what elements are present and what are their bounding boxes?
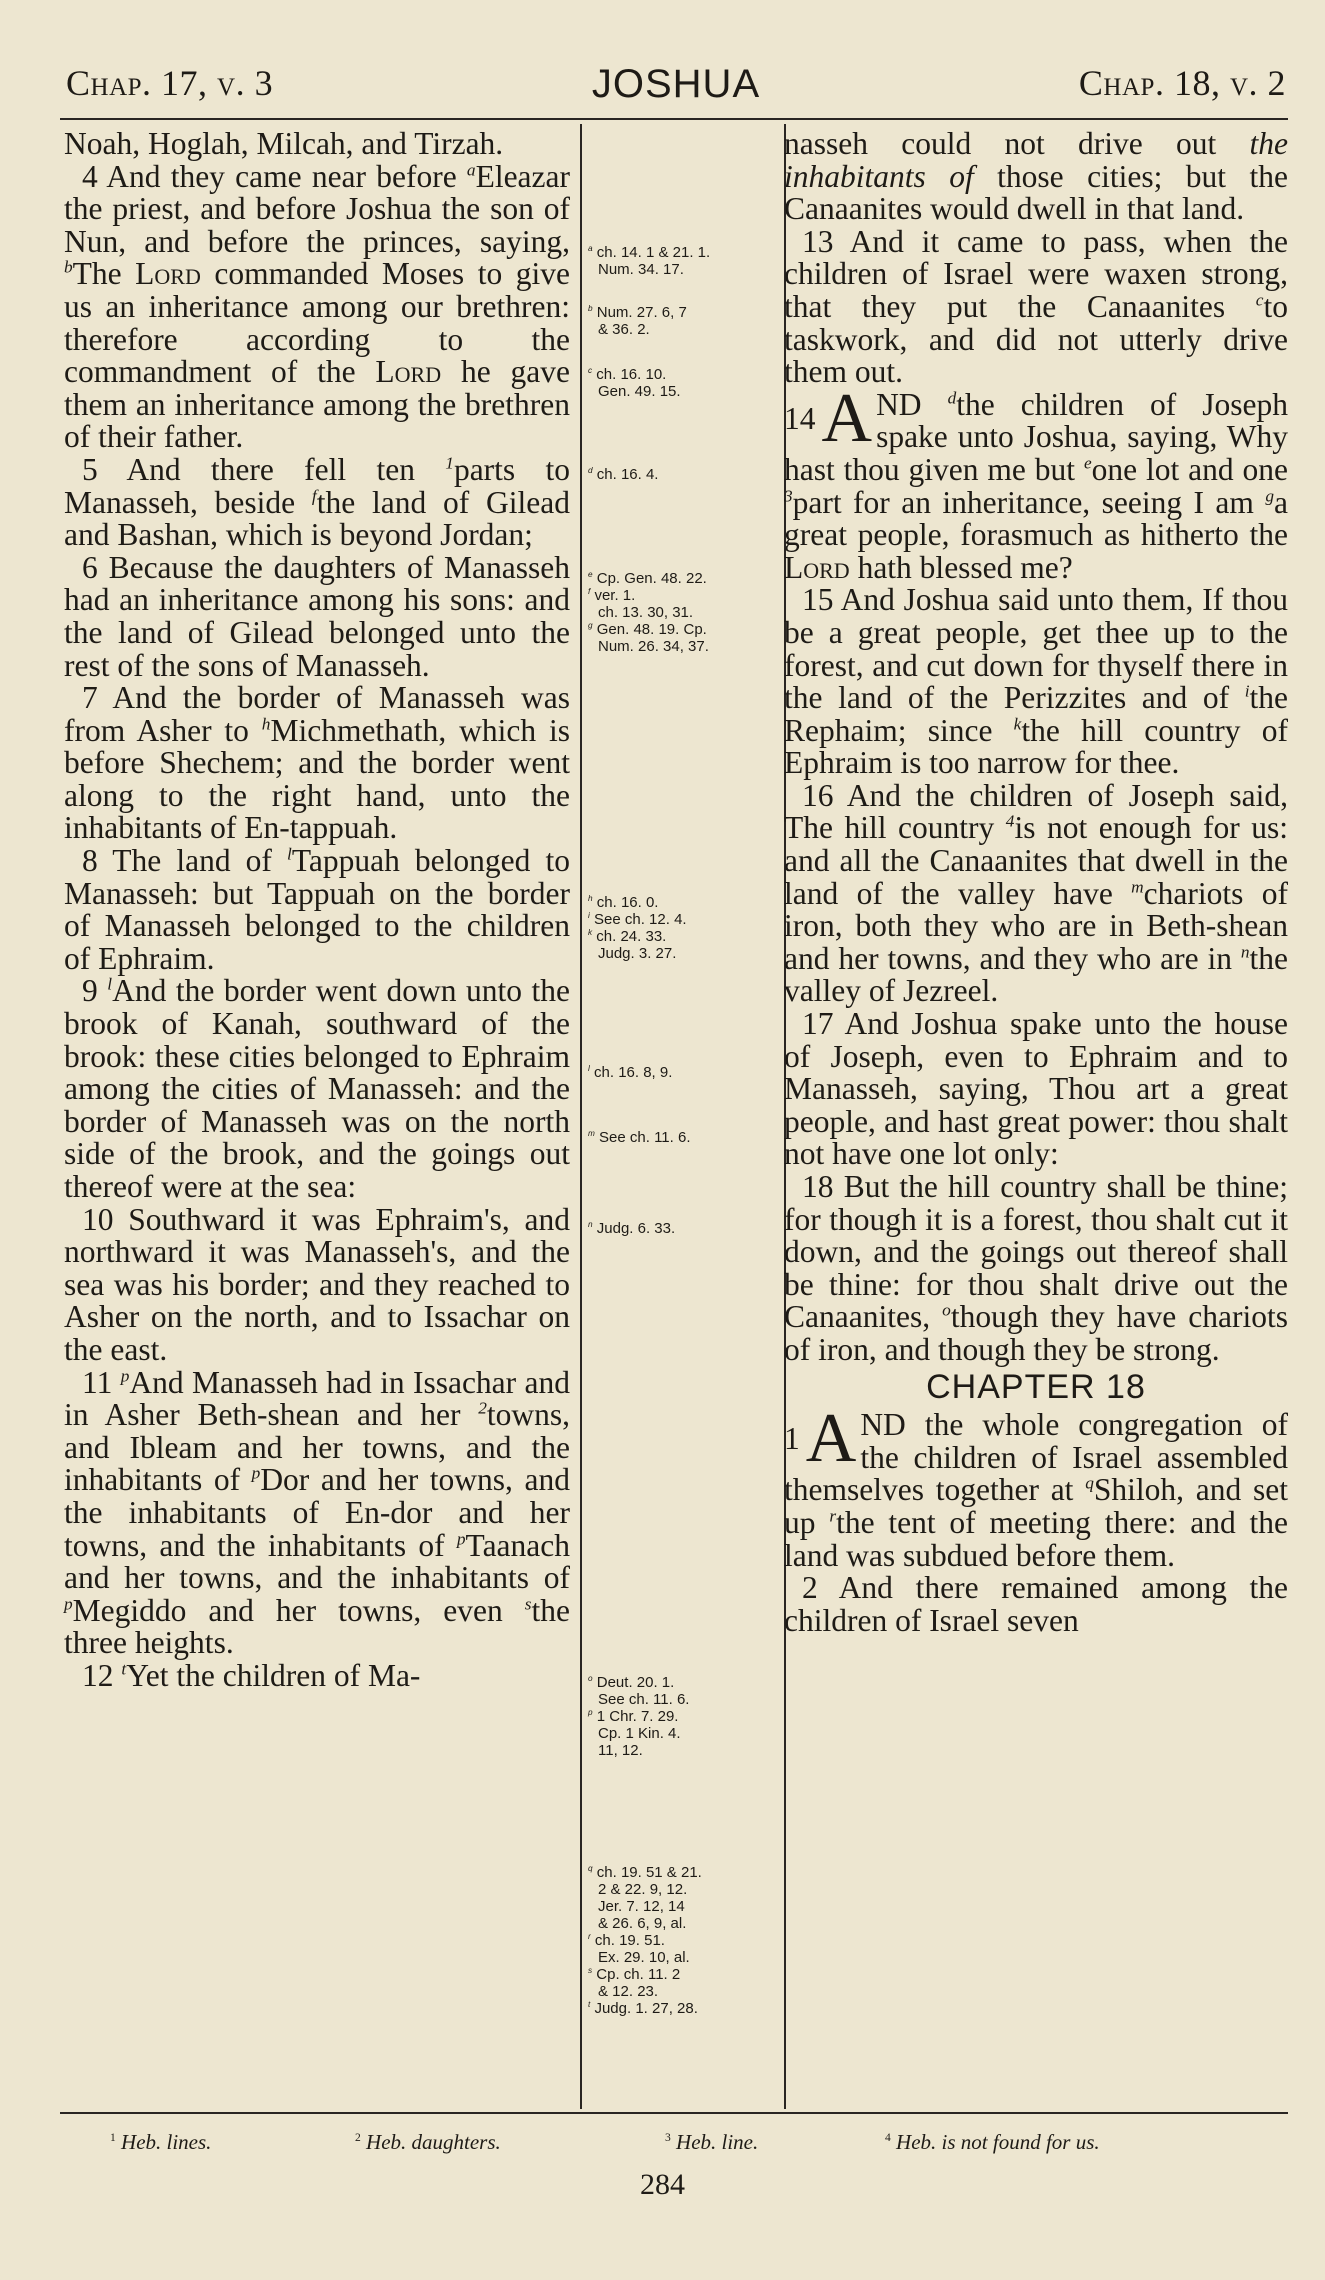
chapter-heading: CHAPTER 18	[926, 1367, 1146, 1406]
page-header	[66, 62, 1286, 114]
cross-reference: $^m$ See ch. 11. 6.	[588, 1129, 691, 1146]
running-head-right: Chap. 18, v. 2	[1078, 63, 1286, 103]
left-verse-paragraph: 8 The land of $^l$Tappuah belonged to Manasseh: but Tappuah on the border of Manasseh belonged to the children of Ephraim.	[64, 843, 570, 976]
cross-reference: $^o$ Deut. 20. 1. See ch. 11. 6. $^p$ 1 Chr. 7. 29. Cp. 1 Kin. 4. 11, 12.	[588, 1674, 690, 1759]
drop-cap: A	[821, 379, 873, 457]
right-verse-paragraph: 2 And there remained among the children of Israel seven	[784, 1570, 1288, 1638]
right-verse-paragraph: 18 But the hill country shall be thine; for though it is a forest, thou shalt cut it down, and the goings out thereof shall be thine: for thou shalt drive out the Canaanites, $^o$though they have chariots of iron, and though they be strong.	[784, 1169, 1288, 1367]
left-verse-paragraph: 12 $^t$Yet the children of Ma-	[82, 1657, 421, 1693]
right-text-column	[784, 128, 1288, 1637]
right-verse-paragraph: 13 And it came to pass, when the children of Israel were waxen strong, that they put the Canaanites $^c$to taskwork, and did not utterly drive them out.	[784, 223, 1288, 390]
cross-reference: $^c$ ch. 16. 10. Gen. 49. 15.	[588, 366, 681, 400]
running-head-left: Chap. 17, v. 3	[66, 63, 274, 103]
footnote-4: $^4$ Heb. is not found for us.	[885, 2130, 1100, 2154]
cross-reference: $^q$ ch. 19. 51 & 21. 2 & 22. 9, 12. Jer. 7. 12, 14 & 26. 6, 9, al. $^r$ ch. 19. 51. Ex. 29. 10, al. $^s$ Cp. ch. 11. 2 & 12. 23. $^t$ Judg. 1. 27, 28.	[588, 1864, 702, 2017]
left-verse-paragraph: 10 Southward it was Ephraim's, and northward it was Manasseh's, and the sea was his border; and they reached to Asher on the north, and to Issachar on the east.	[64, 1201, 570, 1367]
left-verse-paragraph: Noah, Hoglah, Milcah, and Tirzah.	[64, 126, 504, 161]
cross-reference: $^n$ Judg. 6. 33.	[588, 1220, 676, 1237]
left-verse-paragraph: 5 And there fell ten $^1$parts to Manasseh, beside $^f$the land of Gilead and Bashan, which is beyond Jordan;	[64, 451, 571, 553]
header-rule	[60, 118, 1288, 120]
cross-reference: $^h$ ch. 16. 0. $^i$ See ch. 12. 4. $^k$ ch. 24. 33. Judg. 3. 27.	[588, 894, 687, 962]
cross-reference: $^d$ ch. 16. 4.	[588, 466, 659, 483]
footer-rule	[60, 2112, 1288, 2114]
right-verse-paragraph: 15 And Joshua said unto them, If thou be a great people, get thee up to the forest, and cut down for thyself there in the land of the Perizzites and of $^i$the Rephaim; since $^k$the hill country of Ephraim is too narrow for thee.	[784, 582, 1289, 781]
cross-reference: $^b$ Num. 27. 6, 7 & 36. 2.	[588, 304, 687, 338]
footnote-2: $^2$ Heb. daughters.	[355, 2130, 501, 2154]
column-divider-left	[580, 124, 582, 2109]
right-verse-paragraph: 17 And Joshua spake unto the house of Joseph, even to Ephraim and to Manasseh, saying, Thou art a great people, and hast great power: thou shalt not have one lot only:	[784, 1006, 1288, 1172]
left-verse-paragraph: 7 And the border of Manasseh was from Asher to $^h$Michmethath, which is before Shechem; and the border went along to the right hand, unto the inhabitants of En-tappuah.	[64, 680, 570, 846]
left-text-column	[64, 128, 570, 1693]
book-title: JOSHUA	[591, 62, 761, 106]
cross-reference: $^a$ ch. 14. 1 & 21. 1. Num. 34. 17.	[588, 244, 711, 278]
right-verse-paragraph: nasseh could not drive out the inhabitants of those cities; but the Canaanites would dwell in that land.	[784, 126, 1288, 227]
left-verse-paragraph: 9 $^l$And the border went down unto the brook of Kanah, southward of the brook: these cities belonged to Ephraim among the cities of Manasseh: and the border of Manasseh was on the north side of the brook, and the goings out thereof were at the sea:	[64, 973, 571, 1204]
cross-reference: $^e$ Cp. Gen. 48. 22. $^f$ ver. 1. ch. 13. 30, 31. $^g$ Gen. 48. 19. Cp. Num. 26. 34, 37.	[588, 570, 709, 655]
right-verse-paragraph: 1 A ND the whole congregation of the children of Israel assembled themselves together at $^q$Shiloh, and set up $^r$the tent of meeting there: and the land was subdued before them.	[784, 1400, 1289, 1573]
footnote-3: $^3$ Heb. line.	[665, 2130, 759, 2154]
left-verse-paragraph: 11 $^p$And Manasseh had in Issachar and in Asher Beth-shean and her $^2$towns, and Ibleam and her towns, and the inhabitants of $^p$Dor and her towns, and the inhabitants of En-dor and her towns, and the inhabitants of $^p$Taanach and her towns, and the inhabitants of $^p$Megiddo and her towns, even $^s$the three heights.	[64, 1364, 570, 1661]
left-verse-paragraph: 6 Because the daughters of Manasseh had an inheritance among his sons: and the land of Gilead belonged unto the rest of the sons of Manasseh.	[64, 549, 570, 683]
drop-cap: A	[805, 1400, 857, 1478]
cross-reference: $^l$ ch. 16. 8, 9.	[588, 1064, 673, 1081]
right-verse-paragraph: 16 And the children of Joseph said, The hill country $^4$is not enough for us: and all the Canaanites that dwell in the land of the valley have $^m$chariots of iron, both they who are in Beth-shean and her towns, and they who are in $^n$the valley of Jezreel.	[784, 777, 1289, 1009]
right-verse-paragraph: 14 A ND $^d$the children of Joseph spake unto Joshua, saying, Why hast thou given me but $^e$one lot and one $^3$part for an inheritance, seeing I am $^g$a great people, forasmuch as hitherto the Lord hath blessed me?	[784, 379, 1288, 585]
footnote-1: $^1$ Heb. lines.	[110, 2130, 212, 2154]
page-number: 284	[640, 2168, 685, 2201]
left-verse-paragraph: 4 And they came near before $^a$Eleazar the priest, and before Joshua the son of Nun, and before the princes, saying, $^b$The Lord commanded Moses to give us an inheritance among our brethren: therefore according to the commandment of the Lord he gave them an inheritance among the brethren of their father.	[64, 158, 570, 455]
